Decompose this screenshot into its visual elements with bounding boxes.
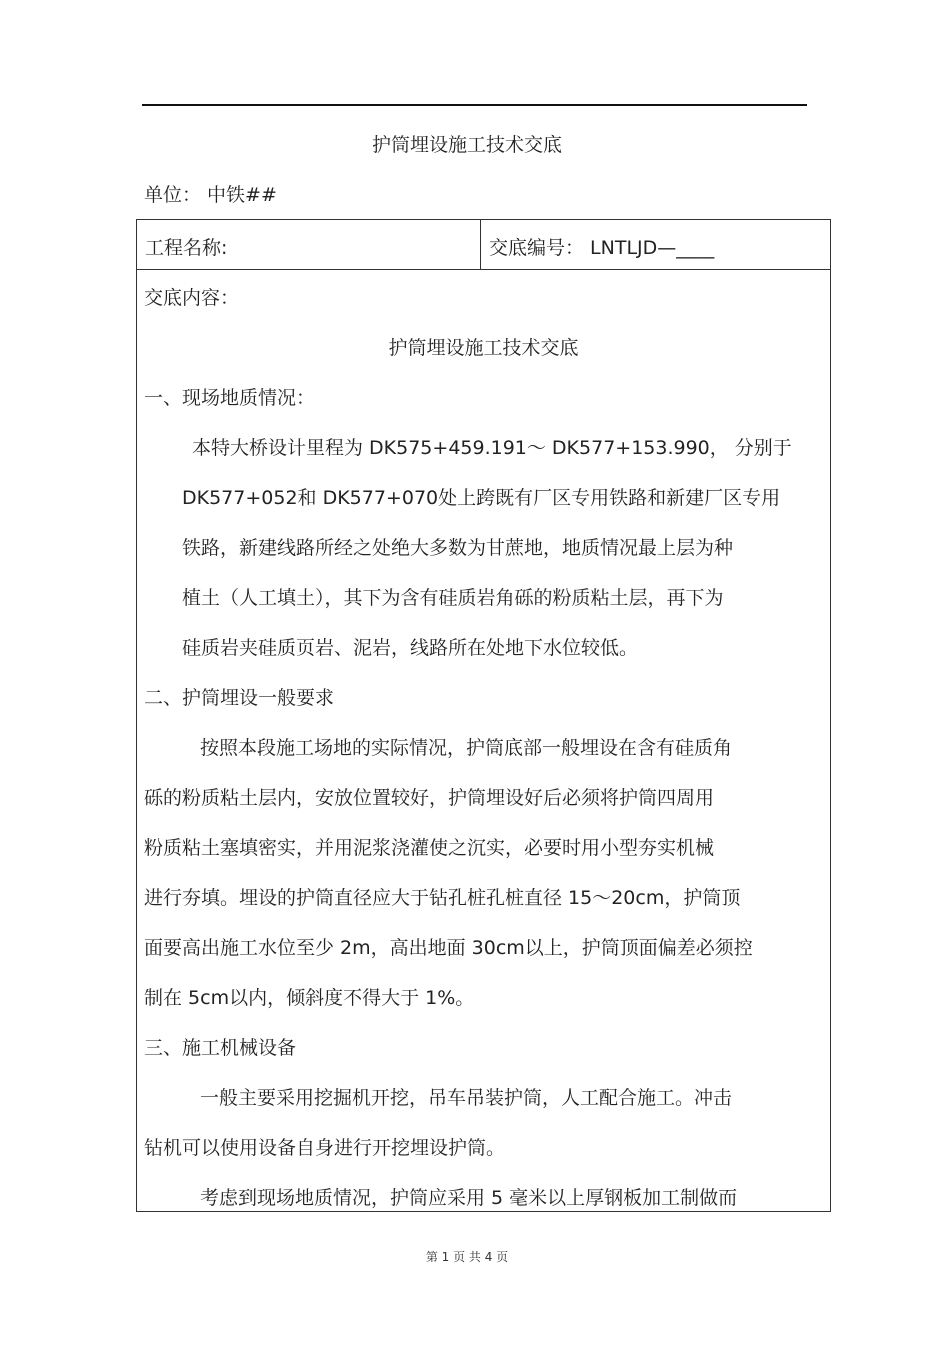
section1-line: 植土（人工填土），其下为含有硅质岩角砾的粉质粘土层，再下为 [182, 587, 724, 609]
unit-label: 单位： 中铁## [144, 184, 277, 206]
section1-line: 铁路，新建线路所经之处绝大多数为甘蔗地，地质情况最上层为种 [182, 537, 734, 559]
section2-line: 进行夯填。埋设的护筒直径应大于钻孔桩孔桩直径 15～20cm，护筒顶 [144, 887, 741, 909]
document-title: 护筒埋设施工技术交底 [371, 134, 562, 156]
section1-line: DK577+052和 DK577+070处上跨既有厂区专用铁路和新建厂区专用 [182, 487, 781, 509]
project-name-label: 工程名称: [145, 237, 228, 259]
disclosure-number-text: 交底编号： LNTLJD— [489, 237, 677, 259]
section1-heading: 一、现场地质情况： [144, 387, 316, 409]
section2-line: 按照本段施工场地的实际情况，护筒底部一般埋设在含有硅质角 [200, 737, 733, 759]
section3-heading: 三、施工机械设备 [144, 1037, 297, 1059]
content-label: 交底内容： [144, 287, 240, 309]
section2-line: 砾的粉质粘土层内，安放位置较好，护筒埋设好后必须将护筒四周用 [144, 787, 715, 809]
section2-heading: 二、护筒埋设一般要求 [144, 687, 335, 709]
page-footer: 第 1 页 共 4 页 [425, 1250, 509, 1264]
top-rule [142, 104, 807, 106]
row-divider [137, 269, 830, 270]
section1-line: 本特大桥设计里程为 DK575+459.191～ DK577+153.990， 分别于 [192, 437, 792, 459]
section3-line: 一般主要采用挖掘机开挖，吊车吊装护筒，人工配合施工。冲击 [200, 1087, 733, 1109]
section1-line: 硅质岩夹硅质页岩、泥岩，线路所在处地下水位较低。 [182, 637, 639, 659]
section3-line: 钻机可以使用设备自身进行开挖埋设护筒。 [144, 1137, 506, 1159]
disclosure-number-label [489, 233, 714, 260]
section2-line: 制在 5cm以内，倾斜度不得大于 1%。 [144, 987, 475, 1009]
section3-line: 考虑到现场地质情况，护筒应采用 5 毫米以上厚钢板加工制做而 [200, 1187, 738, 1209]
disclosure-number-blank: ____ [676, 237, 715, 259]
column-divider [480, 220, 481, 269]
section2-line: 面要高出施工水位至少 2m，高出地面 30cm以上，护筒顶面偏差必须控 [144, 937, 753, 959]
disclosure-table [136, 219, 831, 1212]
section2-line: 粉质粘土塞填密实，并用泥浆浇灌使之沉实，必要时用小型夯实机械 [144, 837, 715, 859]
content-title: 护筒埋设施工技术交底 [388, 337, 579, 359]
